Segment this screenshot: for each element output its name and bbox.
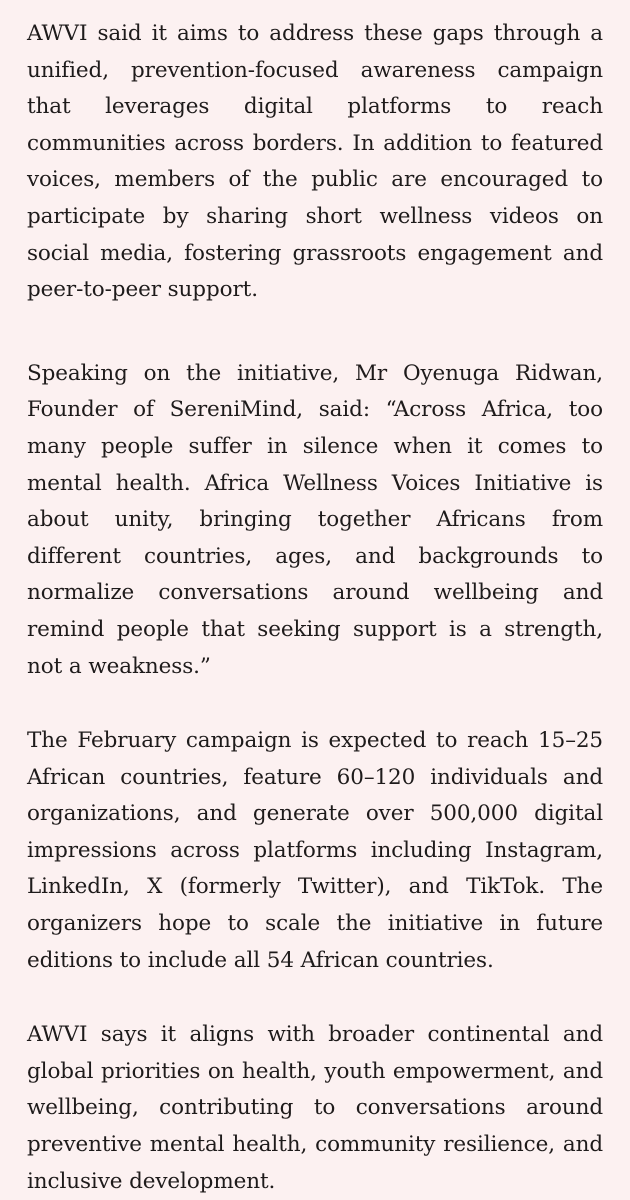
paragraph-campaign-targets: The February campaign is expected to reach 15–25 African countries, feature 60–120 individuals and organizations, and generate over 500,000 digital impressions across platforms including Instagram, LinkedIn, X (formerly Twitter), and TikTok. The organizers hope to scale the initiative in future editions to include all 54 African countries. bbox=[27, 728, 603, 973]
paragraph-founder-quote: Speaking on the initiative, Mr Oyenuga Ridwan, Founder of SereniMind, said: “Across Africa, too many people suffer in silence when it comes to mental health. Africa Wellness Voices Initiative is about unity, bringing together Africans from different countries, ages, and backgrounds to normalize conversations around wellbeing and remind people that seeking support is a strength, not a weakness.” bbox=[27, 360, 603, 679]
paragraph-priorities: AWVI says it aligns with broader continental and global priorities on health, youth empowerment, and wellbeing, contributing to conversations around preventive mental health, community resilience, and inclusive development. bbox=[27, 1022, 603, 1194]
paragraph-campaign-approach: AWVI said it aims to address these gaps through a unified, prevention-focused awareness campaign that leverages digital platforms to reach communities across borders. In addition to featured voices, members of the public are encouraged to participate by sharing short wellness videos on social media, fostering grassroots engagement and peer-to-peer support. bbox=[27, 21, 603, 303]
